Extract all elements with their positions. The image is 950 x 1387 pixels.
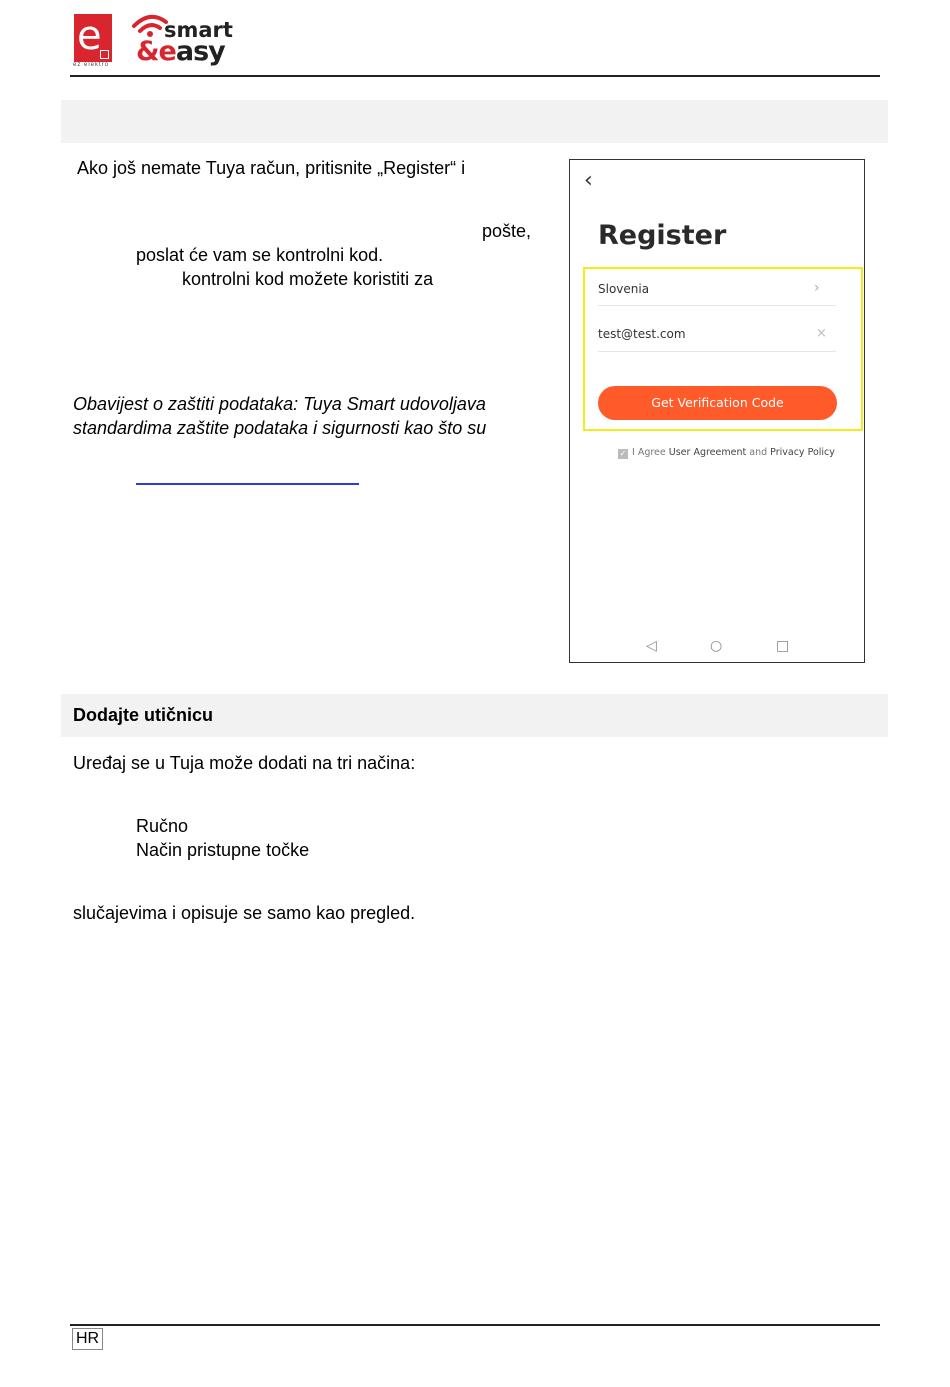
logo-e-glyph: e [77,13,102,59]
register-title: Register [598,220,727,251]
privacy-notice-2: standardima zaštite podataka i sigurnosti kao što su [73,418,487,438]
agreement-row [618,447,835,459]
section-bar-add-socket [61,694,888,737]
checkbox-icon[interactable]: ✓ [619,449,627,458]
nav-back-icon[interactable]: ◁ [646,638,657,654]
section-bar-register [61,100,888,143]
logo-smart-text: smart [164,18,233,42]
smart-easy-logo [128,12,238,70]
back-icon[interactable]: ‹ [584,168,593,193]
privacy-link[interactable] [136,483,359,485]
ez-elektro-logo [74,14,112,62]
country-underline [598,305,836,306]
agree-prefix: I Agree [632,447,666,458]
country-selector[interactable]: Slovenia [598,282,650,296]
section2-line-1: Uređaj se u Tuja može dodati na tri načina: [73,753,416,773]
register-screenshot [569,159,865,663]
privacy-notice-1: Obavijest o zaštiti podataka: Tuya Smart udovoljava [73,394,486,414]
clear-icon[interactable]: × [816,326,827,341]
intro-line-2: pošte, [482,221,532,241]
section-title: Dodajte utičnicu [73,705,214,725]
intro-line-1: Ako još nemate Tuya račun, pritisnite „Register“ i [77,158,466,178]
nav-recent-icon[interactable]: □ [776,638,790,654]
email-underline [598,351,836,352]
privacy-policy-link[interactable]: Privacy Policy [770,447,835,458]
logo-square-icon [100,50,109,59]
user-agreement-link[interactable]: User Agreement [668,447,747,458]
intro-line-3: poslat će vam se kontrolni kod. [136,245,384,265]
footer-rule [70,1324,880,1326]
get-verification-code-button[interactable]: Get Verification Code [598,386,837,420]
intro-line-4: kontrolni kod možete koristiti za [182,269,434,289]
chevron-right-icon[interactable]: › [814,280,820,296]
method-item-2: Način pristupne točke [136,840,310,860]
section2-line-end: slučajevima i opisuje se samo kao pregled. [73,903,416,923]
nav-home-icon[interactable]: ○ [710,638,723,654]
ez-elektro-logo-text: ez elektro [73,62,110,68]
language-badge: HR [72,1328,103,1350]
method-item-1: Ručno [136,816,189,836]
agree-and: and [749,447,768,458]
logo-easy-text: &easy [136,36,225,67]
email-field[interactable]: test@test.com [598,327,686,341]
header-rule [70,75,880,77]
